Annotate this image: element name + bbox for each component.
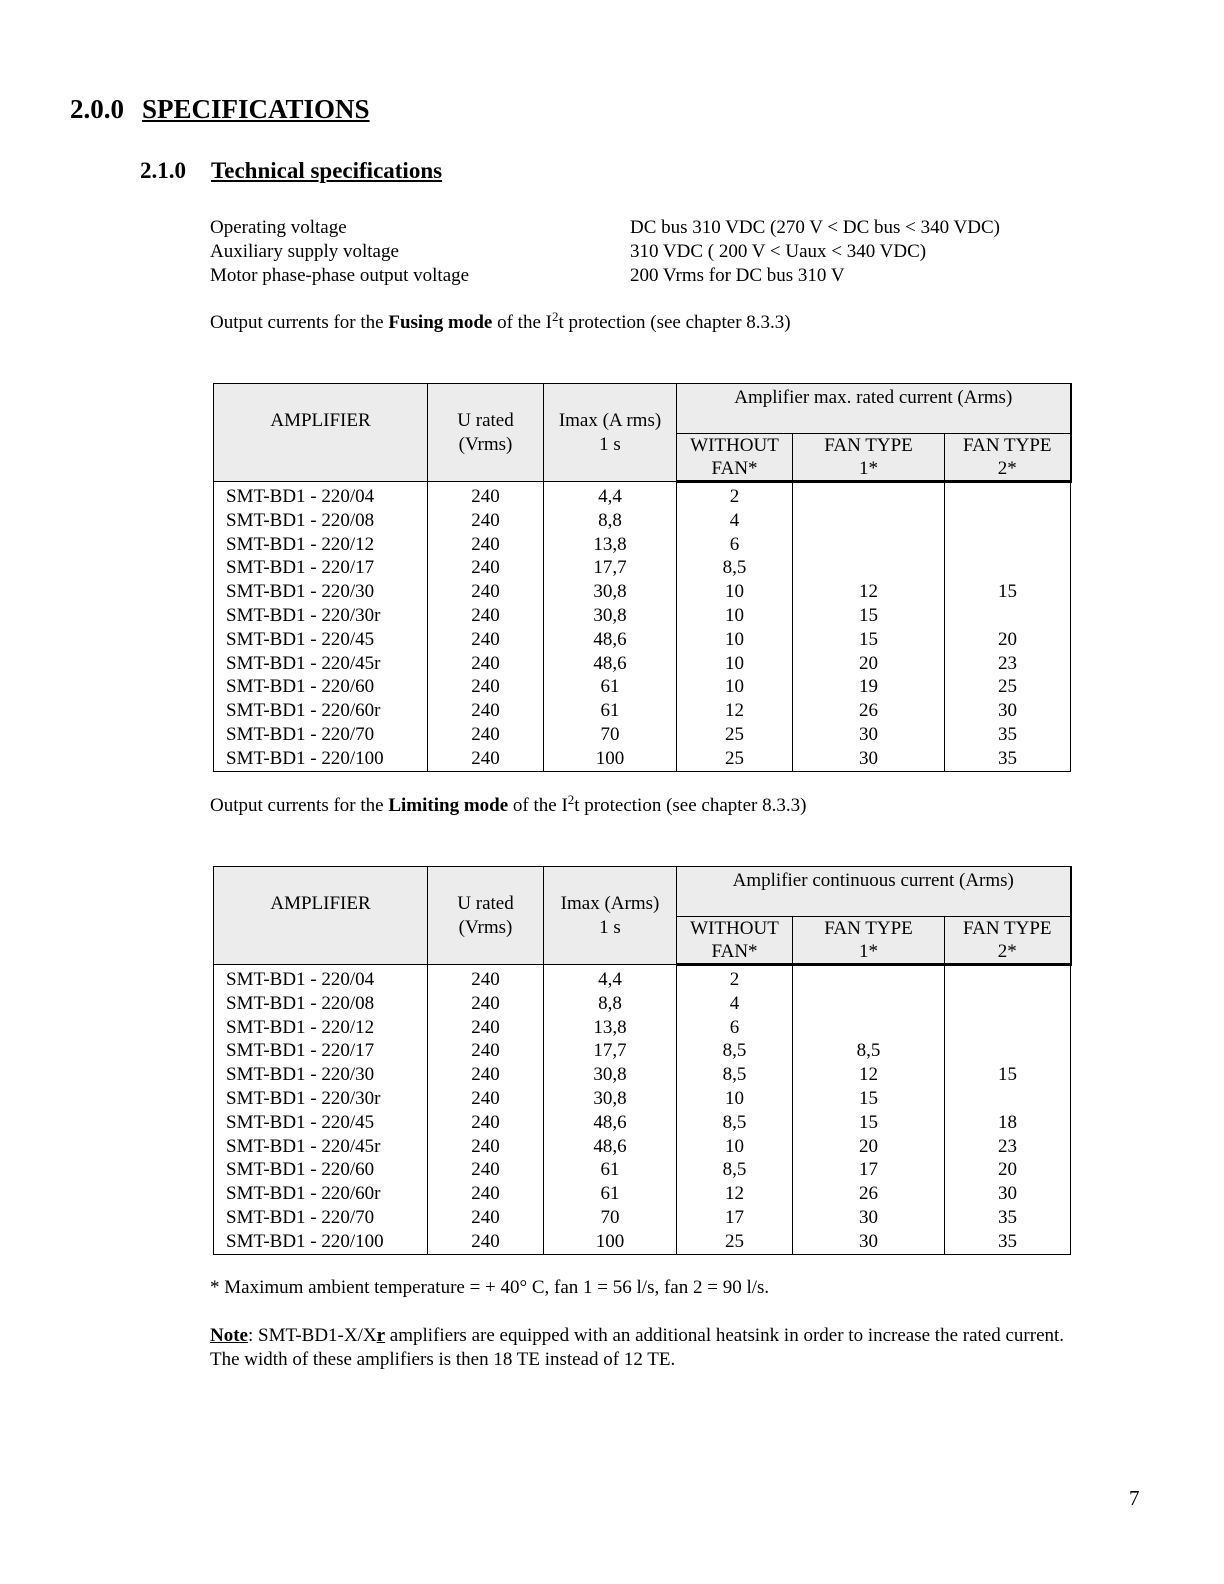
- spec-value: 310 VDC ( 200 V < Uaux < 340 VDC): [630, 241, 927, 262]
- table-row: [214, 1016, 1071, 1040]
- table-row: [214, 1111, 1071, 1135]
- amplifier-cell: SMT-BD1 - 220/60r: [214, 699, 428, 723]
- without-fan-cell: 2: [677, 965, 793, 992]
- table-row: [214, 1039, 1071, 1063]
- amplifier-cell: SMT-BD1 - 220/30: [214, 580, 428, 604]
- note-text: : SMT-BD1-X/X: [247, 1325, 377, 1346]
- fan-type-2-cell: [945, 965, 1071, 992]
- u-rated-cell: 240: [428, 628, 544, 652]
- imax-cell: 30,8: [544, 1087, 677, 1111]
- note: [210, 1324, 1064, 1372]
- caption-text: t protection (see chapter 8.3.3): [574, 795, 807, 816]
- section-heading: [70, 94, 370, 125]
- amplifier-cell: SMT-BD1 - 220/30r: [214, 1087, 428, 1111]
- without-fan-cell: 8,5: [677, 1063, 793, 1087]
- table-row: [214, 723, 1071, 747]
- spec-label: Operating voltage: [210, 217, 347, 238]
- header-without-fan: WITHOUT FAN*: [677, 917, 793, 965]
- subsection-heading: [140, 158, 442, 184]
- fan-type-1-cell: [793, 1016, 945, 1040]
- imax-cell: 30,8: [544, 1063, 677, 1087]
- spec-list: [210, 216, 1000, 288]
- imax-cell: 17,7: [544, 556, 677, 580]
- note-label: Note: [210, 1325, 248, 1346]
- amplifier-cell: SMT-BD1 - 220/70: [214, 723, 428, 747]
- imax-cell: 61: [544, 1182, 677, 1206]
- imax-cell: 4,4: [544, 482, 677, 509]
- spec-value: 200 Vrms for DC bus 310 V: [630, 265, 845, 286]
- without-fan-cell: 10: [677, 1087, 793, 1111]
- caption-mode: Fusing mode: [388, 312, 493, 333]
- header-u-rated: U rated (Vrms): [428, 867, 544, 965]
- fan-type-2-cell: [945, 1016, 1071, 1040]
- without-fan-cell: 8,5: [677, 1039, 793, 1063]
- amplifier-cell: SMT-BD1 - 220/100: [214, 747, 428, 771]
- amplifier-cell: SMT-BD1 - 220/60r: [214, 1182, 428, 1206]
- amplifier-cell: SMT-BD1 - 220/04: [214, 965, 428, 992]
- fan-type-2-cell: [945, 533, 1071, 557]
- caption-superscript: 2: [551, 309, 559, 324]
- u-rated-cell: 240: [428, 723, 544, 747]
- fan-type-1-cell: [793, 509, 945, 533]
- header-fan-type-1: FAN TYPE 1*: [793, 917, 945, 965]
- imax-cell: 8,8: [544, 509, 677, 533]
- without-fan-cell: 10: [677, 604, 793, 628]
- u-rated-cell: 240: [428, 699, 544, 723]
- without-fan-cell: 10: [677, 580, 793, 604]
- fan-type-1-cell: 8,5: [793, 1039, 945, 1063]
- imax-cell: 61: [544, 1158, 677, 1182]
- u-rated-cell: 240: [428, 556, 544, 580]
- spec-value: DC bus 310 VDC (270 V < DC bus < 340 VDC): [630, 217, 1000, 238]
- table-row: [214, 1158, 1071, 1182]
- page-number: 7: [1129, 1486, 1140, 1510]
- u-rated-cell: 240: [428, 1111, 544, 1135]
- amplifier-cell: SMT-BD1 - 220/45: [214, 628, 428, 652]
- u-rated-cell: 240: [428, 482, 544, 509]
- fan-type-2-cell: 15: [945, 580, 1071, 604]
- table-row: [214, 556, 1071, 580]
- fan-type-2-cell: 35: [945, 1230, 1071, 1254]
- without-fan-cell: 25: [677, 747, 793, 771]
- note-line-2: The width of these amplifiers is then 18 TE instead of 12 TE.: [210, 1349, 676, 1370]
- u-rated-cell: 240: [428, 652, 544, 676]
- fan-type-2-cell: 18: [945, 1111, 1071, 1135]
- fan-type-2-cell: 23: [945, 1135, 1071, 1159]
- fan-type-2-cell: 23: [945, 652, 1071, 676]
- without-fan-cell: 12: [677, 1182, 793, 1206]
- note-line-1: [210, 1324, 1064, 1348]
- amplifier-cell: SMT-BD1 - 220/100: [214, 1230, 428, 1254]
- amplifier-cell: SMT-BD1 - 220/45: [214, 1111, 428, 1135]
- u-rated-cell: 240: [428, 1063, 544, 1087]
- fan-type-2-cell: 30: [945, 1182, 1071, 1206]
- limiting-table: [213, 866, 1072, 1255]
- u-rated-cell: 240: [428, 533, 544, 557]
- without-fan-cell: 10: [677, 628, 793, 652]
- fan-type-1-cell: 15: [793, 604, 945, 628]
- u-rated-cell: 240: [428, 1016, 544, 1040]
- caption-text: of the I: [508, 795, 568, 816]
- table-row: [214, 1182, 1071, 1206]
- footnote: * Maximum ambient temperature = + 40° C, fan 1 = 56 l/s, fan 2 = 90 l/s.: [210, 1277, 770, 1298]
- u-rated-cell: 240: [428, 1230, 544, 1254]
- without-fan-cell: 10: [677, 652, 793, 676]
- table-row: [214, 675, 1071, 699]
- caption-text: of the I: [492, 312, 552, 333]
- fan-type-2-cell: [945, 992, 1071, 1016]
- imax-cell: 8,8: [544, 992, 677, 1016]
- fan-type-1-cell: 15: [793, 628, 945, 652]
- without-fan-cell: 4: [677, 992, 793, 1016]
- amplifier-cell: SMT-BD1 - 220/30r: [214, 604, 428, 628]
- imax-cell: 48,6: [544, 652, 677, 676]
- subsection-number: 2.1.0: [140, 158, 186, 183]
- table-row: [214, 604, 1071, 628]
- fan-type-2-cell: [945, 556, 1071, 580]
- caption-text: Output currents for the: [210, 795, 389, 816]
- without-fan-cell: 10: [677, 1135, 793, 1159]
- amplifier-cell: SMT-BD1 - 220/17: [214, 556, 428, 580]
- without-fan-cell: 10: [677, 675, 793, 699]
- header-group: Amplifier max. rated current (Arms): [677, 384, 1071, 434]
- subsection-title: Technical specifications: [211, 158, 443, 183]
- without-fan-cell: 6: [677, 533, 793, 557]
- spec-row: [210, 216, 1000, 240]
- imax-cell: 30,8: [544, 604, 677, 628]
- fusing-table: [213, 383, 1072, 772]
- fan-type-1-cell: 30: [793, 723, 945, 747]
- fan-type-2-cell: 25: [945, 675, 1071, 699]
- table-row: [214, 652, 1071, 676]
- table-row: [214, 628, 1071, 652]
- fan-type-1-cell: 30: [793, 1206, 945, 1230]
- table-row: [214, 580, 1071, 604]
- caption-text: t protection (see chapter 8.3.3): [558, 312, 791, 333]
- amplifier-cell: SMT-BD1 - 220/17: [214, 1039, 428, 1063]
- fan-type-1-cell: 30: [793, 747, 945, 771]
- caption-text: Output currents for the: [210, 312, 389, 333]
- fan-type-1-cell: 26: [793, 699, 945, 723]
- u-rated-cell: 240: [428, 1135, 544, 1159]
- imax-cell: 70: [544, 1206, 677, 1230]
- u-rated-cell: 240: [428, 675, 544, 699]
- section-number: 2.0.0: [70, 94, 124, 124]
- without-fan-cell: 8,5: [677, 556, 793, 580]
- table-row: [214, 509, 1071, 533]
- limiting-caption: [210, 792, 807, 817]
- imax-cell: 48,6: [544, 1111, 677, 1135]
- header-imax: Imax (A rms) 1 s: [544, 384, 677, 482]
- fan-type-2-cell: [945, 1087, 1071, 1111]
- note-suffix: r: [376, 1325, 386, 1346]
- imax-cell: 13,8: [544, 1016, 677, 1040]
- without-fan-cell: 8,5: [677, 1158, 793, 1182]
- fan-type-1-cell: 26: [793, 1182, 945, 1206]
- table-row: [214, 482, 1071, 509]
- u-rated-cell: 240: [428, 580, 544, 604]
- amplifier-cell: SMT-BD1 - 220/12: [214, 533, 428, 557]
- header-without-fan: WITHOUT FAN*: [677, 434, 793, 482]
- header-imax: Imax (Arms) 1 s: [544, 867, 677, 965]
- without-fan-cell: 2: [677, 482, 793, 509]
- u-rated-cell: 240: [428, 1158, 544, 1182]
- amplifier-cell: SMT-BD1 - 220/45r: [214, 1135, 428, 1159]
- amplifier-cell: SMT-BD1 - 220/08: [214, 509, 428, 533]
- fan-type-1-cell: 19: [793, 675, 945, 699]
- u-rated-cell: 240: [428, 604, 544, 628]
- fan-type-1-cell: [793, 533, 945, 557]
- u-rated-cell: 240: [428, 1087, 544, 1111]
- fusing-caption: [210, 309, 791, 334]
- amplifier-cell: SMT-BD1 - 220/08: [214, 992, 428, 1016]
- header-fan-type-2: FAN TYPE 2*: [945, 434, 1071, 482]
- imax-cell: 100: [544, 1230, 677, 1254]
- u-rated-cell: 240: [428, 1182, 544, 1206]
- u-rated-cell: 240: [428, 992, 544, 1016]
- fan-type-2-cell: [945, 604, 1071, 628]
- fan-type-1-cell: 12: [793, 580, 945, 604]
- fan-type-2-cell: [945, 509, 1071, 533]
- imax-cell: 61: [544, 675, 677, 699]
- fan-type-1-cell: 20: [793, 1135, 945, 1159]
- header-fan-type-2: FAN TYPE 2*: [945, 917, 1071, 965]
- imax-cell: 17,7: [544, 1039, 677, 1063]
- fan-type-1-cell: [793, 965, 945, 992]
- amplifier-cell: SMT-BD1 - 220/30: [214, 1063, 428, 1087]
- table-row: [214, 965, 1071, 992]
- without-fan-cell: 25: [677, 723, 793, 747]
- amplifier-cell: SMT-BD1 - 220/45r: [214, 652, 428, 676]
- u-rated-cell: 240: [428, 747, 544, 771]
- spec-row: [210, 264, 845, 288]
- imax-cell: 61: [544, 699, 677, 723]
- fan-type-2-cell: 20: [945, 628, 1071, 652]
- without-fan-cell: 17: [677, 1206, 793, 1230]
- fan-type-1-cell: 15: [793, 1111, 945, 1135]
- amplifier-cell: SMT-BD1 - 220/12: [214, 1016, 428, 1040]
- table-row: [214, 1087, 1071, 1111]
- fan-type-2-cell: 35: [945, 723, 1071, 747]
- imax-cell: 100: [544, 747, 677, 771]
- without-fan-cell: 6: [677, 1016, 793, 1040]
- fan-type-1-cell: 20: [793, 652, 945, 676]
- caption-superscript: 2: [567, 792, 575, 807]
- fan-type-1-cell: [793, 556, 945, 580]
- amplifier-cell: SMT-BD1 - 220/60: [214, 1158, 428, 1182]
- amplifier-cell: SMT-BD1 - 220/70: [214, 1206, 428, 1230]
- without-fan-cell: 4: [677, 509, 793, 533]
- u-rated-cell: 240: [428, 509, 544, 533]
- fan-type-2-cell: [945, 1039, 1071, 1063]
- imax-cell: 48,6: [544, 628, 677, 652]
- table-row: [214, 1135, 1071, 1159]
- table-row: [214, 1230, 1071, 1254]
- header-fan-type-1: FAN TYPE 1*: [793, 434, 945, 482]
- table-row: [214, 1063, 1071, 1087]
- spec-row: [210, 240, 927, 264]
- imax-cell: 30,8: [544, 580, 677, 604]
- u-rated-cell: 240: [428, 1206, 544, 1230]
- imax-cell: 13,8: [544, 533, 677, 557]
- fan-type-2-cell: 35: [945, 1206, 1071, 1230]
- u-rated-cell: 240: [428, 1039, 544, 1063]
- fan-type-1-cell: 30: [793, 1230, 945, 1254]
- section-title: SPECIFICATIONS: [142, 94, 370, 124]
- fan-type-2-cell: 35: [945, 747, 1071, 771]
- table-row: [214, 1206, 1071, 1230]
- fan-type-1-cell: [793, 992, 945, 1016]
- amplifier-cell: SMT-BD1 - 220/04: [214, 482, 428, 509]
- header-amplifier: AMPLIFIER: [214, 867, 428, 965]
- u-rated-cell: 240: [428, 965, 544, 992]
- table-row: [214, 533, 1071, 557]
- without-fan-cell: 8,5: [677, 1111, 793, 1135]
- spec-label: Auxiliary supply voltage: [210, 241, 399, 262]
- header-amplifier: AMPLIFIER: [214, 384, 428, 482]
- fan-type-2-cell: 20: [945, 1158, 1071, 1182]
- note-text: amplifiers are equipped with an additional heatsink in order to increase the rated current.: [385, 1325, 1065, 1346]
- fan-type-2-cell: 30: [945, 699, 1071, 723]
- table-row: [214, 992, 1071, 1016]
- imax-cell: 48,6: [544, 1135, 677, 1159]
- table-row: [214, 747, 1071, 771]
- fan-type-1-cell: 17: [793, 1158, 945, 1182]
- fan-type-1-cell: 15: [793, 1087, 945, 1111]
- header-group: Amplifier continuous current (Arms): [677, 867, 1071, 917]
- table-row: [214, 699, 1071, 723]
- without-fan-cell: 25: [677, 1230, 793, 1254]
- fan-type-2-cell: [945, 482, 1071, 509]
- fan-type-1-cell: 12: [793, 1063, 945, 1087]
- caption-mode: Limiting mode: [388, 795, 509, 816]
- imax-cell: 4,4: [544, 965, 677, 992]
- fan-type-1-cell: [793, 482, 945, 509]
- spec-label: Motor phase-phase output voltage: [210, 265, 470, 286]
- imax-cell: 70: [544, 723, 677, 747]
- amplifier-cell: SMT-BD1 - 220/60: [214, 675, 428, 699]
- fan-type-2-cell: 15: [945, 1063, 1071, 1087]
- header-u-rated: U rated (Vrms): [428, 384, 544, 482]
- without-fan-cell: 12: [677, 699, 793, 723]
